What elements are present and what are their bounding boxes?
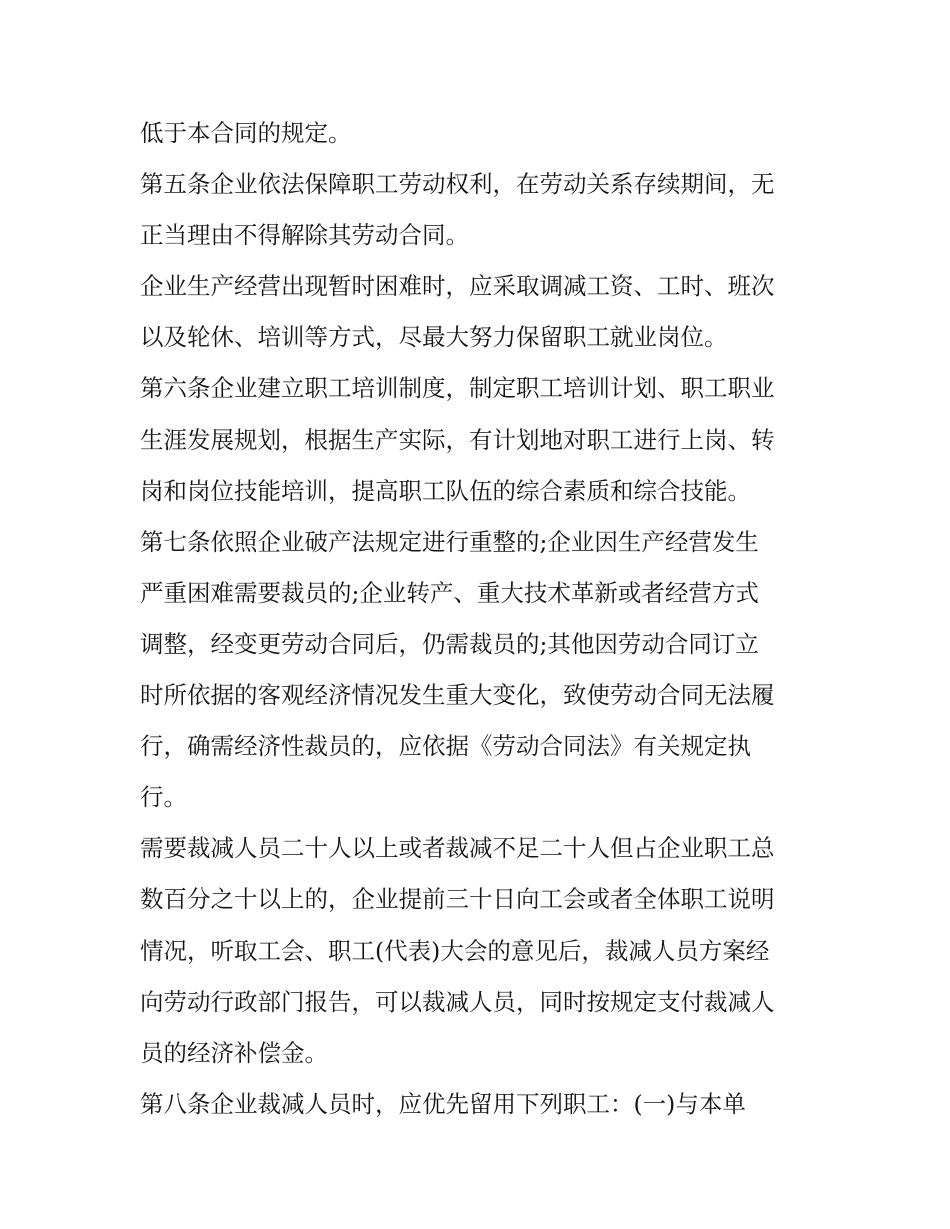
text-line: 第七条依照企业破产法规定进行重整的;企业因生产经营发生 — [140, 527, 759, 556]
document-body — [140, 108, 820, 1130]
text-line: 岗和岗位技能培训，提高职工队伍的综合素质和综合技能。 — [140, 476, 751, 505]
text-line: 需要裁减人员二十人以上或者裁减不足二十人但占企业职工总 — [140, 834, 775, 863]
text-line: 生涯发展规划，根据生产实际，有计划地对职工进行上岗、转 — [140, 425, 775, 454]
text-line: 行，确需经济性裁员的，应依据《劳动合同法》有关规定执 — [140, 732, 751, 761]
text-line: 第五条企业依法保障职工劳动权利，在劳动关系存续期间，无 — [140, 170, 775, 199]
text-line: 调整，经变更劳动合同后，仍需裁员的;其他因劳动合同订立 — [140, 629, 759, 658]
text-line: 情况，听取工会、职工(代表)大会的意见后，裁减人员方案经 — [140, 936, 770, 965]
text-line: 向劳动行政部门报告，可以裁减人员，同时按规定支付裁减人 — [140, 987, 775, 1016]
text-line: 第六条企业建立职工培训制度，制定职工培训计划、职工职业 — [140, 374, 775, 403]
text-line: 低于本合同的规定。 — [140, 119, 352, 147]
text-line: 数百分之十以上的，企业提前三十日向工会或者全体职工说明 — [140, 885, 775, 914]
text-line: 企业生产经营出现暂时困难时，应采取调减工资、工时、班次 — [140, 272, 775, 301]
text-line: 行。 — [140, 783, 187, 812]
text-line: 严重困难需要裁员的;企业转产、重大技术革新或者经营方式 — [140, 578, 759, 607]
text-line: 第八条企业裁减人员时，应优先留用下列职工：(一)与本单 — [140, 1089, 746, 1118]
text-line: 时所依据的客观经济情况发生重大变化，致使劳动合同无法履 — [140, 681, 775, 710]
text-line: 以及轮休、培训等方式，尽最大努力保留职工就业岗位。 — [140, 323, 728, 352]
text-line: 员的经济补偿金。 — [140, 1038, 328, 1067]
text-line: 正当理由不得解除其劳动合同。 — [140, 221, 469, 250]
